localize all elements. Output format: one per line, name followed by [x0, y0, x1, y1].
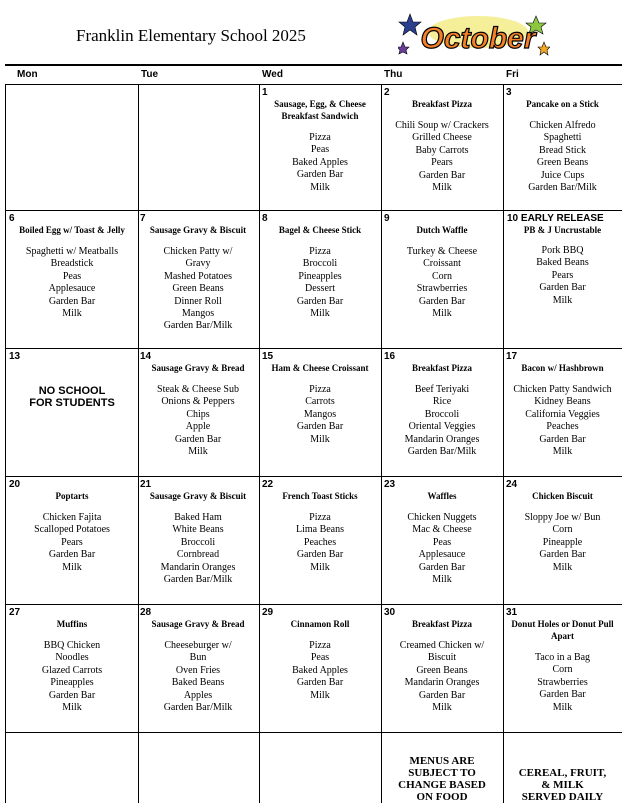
menu-item: Peas	[62, 270, 82, 282]
menu-item: Oven Fries	[175, 664, 221, 676]
menu-item: Corn	[432, 270, 452, 282]
menu-calendar	[5, 84, 622, 803]
breakfast-item: Bacon w/ Hashbrown	[521, 363, 604, 373]
menu-item: Milk	[552, 294, 573, 306]
breakfast-item: PB & J Uncrustable	[523, 225, 602, 235]
menu-item: Garden Bar/Milk	[407, 446, 477, 458]
lunch-items	[259, 246, 381, 320]
date-number: 8	[262, 213, 268, 224]
menu-item: Bread Stick	[539, 144, 586, 156]
menu-item: Pineapples	[50, 677, 94, 689]
menu-item: Kidney Beans	[534, 396, 591, 408]
menu-item: Green Beans	[172, 283, 224, 295]
menu-item: Peaches	[303, 536, 337, 548]
menu-item: Baked Ham	[174, 512, 222, 523]
breakfast-item: Sausage Gravy & Bread	[151, 363, 245, 373]
menu-item: Milk	[432, 308, 452, 320]
date-number: 16	[384, 351, 396, 362]
lunch-items	[137, 640, 259, 714]
menu-change-notice	[381, 755, 503, 803]
lunch-items	[503, 512, 622, 574]
no-school-line: FOR STUDENTS	[29, 397, 115, 409]
october-logo-text: October	[420, 22, 536, 55]
day-header-row	[5, 67, 622, 83]
menu-item: Broccoli	[302, 258, 338, 270]
menu-item: Chicken Nuggets	[407, 512, 477, 523]
menu-item: Corn	[552, 524, 573, 536]
notice-line: SERVED DAILY	[521, 791, 604, 803]
date-number: 6	[9, 213, 15, 224]
menu-item: Noodles	[55, 652, 89, 664]
menu-item: Pizza	[309, 132, 331, 143]
menu-item: Oriental Veggies	[408, 421, 476, 433]
day-cell-fri	[503, 211, 622, 348]
date-number: 7	[140, 213, 146, 224]
menu-item: Spaghetti	[543, 132, 582, 144]
menu-item: Milk	[432, 182, 452, 194]
breakfast-item: Sausage Gravy & Biscuit	[149, 491, 247, 501]
menu-item: Corn	[552, 664, 573, 676]
date-number: 23	[384, 479, 396, 490]
menu-item: Milk	[432, 574, 452, 586]
menu-item: Strawberries	[416, 283, 468, 295]
lunch-items	[137, 384, 259, 458]
date-number: 1	[262, 87, 268, 98]
menu-item: Milk	[432, 702, 452, 714]
menu-item: Milk	[310, 308, 330, 320]
menu-item: Garden Bar	[48, 689, 96, 701]
day-header-wed: Wed	[262, 69, 283, 80]
date-number: 20	[9, 479, 21, 490]
date-number: 9	[384, 213, 390, 224]
date-number: 28	[140, 607, 152, 618]
menu-item: Applesauce	[48, 283, 96, 295]
menu-item: Garden Bar/Milk	[163, 320, 233, 332]
menu-item: Garden Bar	[418, 689, 466, 701]
menu-item: Pork BBQ	[541, 245, 584, 256]
notice-line: MENUS ARE	[409, 755, 475, 767]
menu-item: Baked Beans	[171, 677, 225, 689]
menu-item: Biscuit	[427, 652, 457, 664]
day-header-fri: Fri	[506, 69, 519, 80]
menu-item: California Veggies	[525, 408, 600, 420]
day-header-mon: Mon	[17, 69, 38, 80]
menu-item: Grilled Cheese	[412, 132, 472, 144]
day-cell-thu	[381, 477, 504, 604]
lunch-items	[6, 512, 138, 574]
breakfast-item: Sausage Gravy & Bread	[151, 619, 245, 629]
breakfast-item: Ham & Cheese Croissant	[271, 363, 369, 373]
header-divider	[5, 64, 622, 66]
menu-item: Chicken Alfredo	[529, 120, 596, 131]
lunch-items	[6, 640, 138, 714]
october-logo	[398, 12, 550, 60]
date-number: 15	[262, 351, 274, 362]
notice-line: CHANGE BASED	[398, 779, 486, 791]
week-row	[5, 349, 622, 477]
lunch-items	[381, 384, 503, 458]
menu-item: Garden Bar/Milk	[528, 182, 597, 194]
date-number: 3	[506, 87, 512, 98]
day-cell-tue	[137, 85, 260, 210]
menu-item: Broccoli	[180, 536, 216, 548]
menu-item: Milk	[310, 433, 330, 445]
no-school-notice	[6, 385, 138, 409]
day-cell-wed	[259, 605, 382, 732]
menu-item: Strawberries	[537, 676, 588, 688]
menu-item: Mandarin Oranges	[404, 677, 480, 689]
menu-item: Mangos	[303, 408, 337, 420]
menu-item: Juice Cups	[540, 169, 585, 181]
menu-item: Milk	[310, 561, 330, 573]
menu-item: Scalloped Potatoes	[34, 524, 110, 536]
menu-item: Pears	[551, 269, 574, 281]
date-number: 30	[384, 607, 396, 618]
menu-item: Dinner Roll	[174, 295, 222, 307]
lunch-items	[503, 120, 622, 194]
breakfast-item: Breakfast Pizza	[411, 363, 473, 373]
menu-item: Garden Bar	[418, 169, 466, 181]
menu-item: Taco in a Bag	[534, 652, 591, 663]
menu-item: Pineapple	[542, 536, 583, 548]
menu-item: Milk	[188, 446, 208, 458]
menu-item: Garden Bar/Milk	[163, 574, 233, 586]
lunch-items	[381, 120, 503, 194]
menu-item: Rice	[432, 396, 452, 408]
menu-item: Chips	[186, 408, 210, 420]
date-number: 2	[384, 87, 390, 98]
breakfast-item: Dutch Waffle	[416, 225, 468, 235]
date-number: 17	[506, 351, 518, 362]
menu-item: Baked Apples	[292, 664, 348, 676]
day-cell-thu	[381, 211, 504, 348]
date-number: 14	[140, 351, 152, 362]
menu-item: Garden Bar	[418, 561, 466, 573]
day-cell-wed	[259, 85, 382, 210]
week-row	[5, 605, 622, 733]
menu-item: Garden Bar/Milk	[163, 702, 233, 714]
day-cell-mon	[5, 477, 139, 604]
day-cell-mon	[5, 605, 139, 732]
menu-item: Peaches	[546, 421, 579, 433]
date-number: 21	[140, 479, 152, 490]
menu-item: Creamed Chicken w/	[399, 640, 485, 651]
breakfast-item: Chicken Biscuit	[532, 491, 593, 501]
menu-item: Garden Bar	[418, 295, 466, 307]
menu-item: Pizza	[309, 512, 331, 523]
menu-item: Milk	[310, 689, 330, 701]
menu-item: Garden Bar	[296, 421, 344, 433]
day-cell-thu	[381, 349, 504, 476]
menu-item: Apples	[183, 689, 213, 701]
menu-item: Garden Bar	[48, 295, 96, 307]
lunch-items	[259, 640, 381, 702]
menu-item: Peas	[432, 536, 452, 548]
menu-item: Green Beans	[416, 664, 468, 676]
date-number: 29	[262, 607, 274, 618]
menu-item: Beef Teriyaki	[414, 384, 470, 395]
menu-item: Mac & Cheese	[412, 524, 472, 536]
menu-item: Pizza	[309, 246, 331, 257]
menu-item: Dessert	[305, 283, 335, 295]
menu-item: Carrots	[305, 396, 335, 408]
menu-item: Milk	[62, 702, 82, 714]
lunch-items	[503, 652, 622, 714]
menu-item: Pineapples	[298, 270, 342, 282]
week-row	[5, 85, 622, 211]
lunch-items	[259, 384, 381, 446]
breakfast-item: Sausage Gravy & Biscuit	[149, 225, 247, 235]
menu-item: White Beans	[172, 524, 224, 536]
menu-item: Garden Bar	[539, 433, 586, 445]
menu-item: Broccoli	[424, 408, 460, 420]
menu-item: Garden Bar	[296, 549, 344, 561]
breakfast-item: Breakfast Pizza	[411, 99, 473, 109]
menu-item: Pizza	[309, 384, 331, 395]
menu-item: Garden Bar	[48, 549, 96, 561]
menu-item: Garden Bar	[296, 295, 344, 307]
day-cell-tue	[137, 477, 260, 604]
day-header-tue: Tue	[141, 69, 159, 80]
day-cell-fri	[503, 85, 622, 210]
day-cell-wed	[259, 477, 382, 604]
menu-item: Milk	[552, 446, 573, 458]
menu-item: Chili Soup w/ Crackers	[395, 120, 489, 131]
day-cell-wed	[259, 211, 382, 348]
menu-item: BBQ Chicken	[43, 640, 101, 651]
lunch-items	[137, 512, 259, 586]
day-cell-wed	[259, 349, 382, 476]
notice-line: CEREAL, FRUIT,	[518, 767, 607, 779]
lunch-items	[137, 246, 259, 333]
menu-item: Milk	[62, 561, 82, 573]
menu-item: Garden Bar	[539, 549, 586, 561]
menu-item: Chicken Patty Sandwich	[513, 384, 612, 395]
menu-item: Pears	[61, 536, 83, 548]
menu-item: Pizza	[309, 640, 331, 651]
menu-item: Garden Bar	[174, 433, 222, 445]
breakfast-item: Boiled Egg w/ Toast & Jelly	[19, 225, 125, 235]
day-cell-thu	[381, 605, 504, 732]
day-cell-mon	[5, 85, 139, 210]
lunch-items	[259, 132, 381, 194]
menu-item: Mandarin Oranges	[160, 561, 236, 573]
lunch-items	[259, 512, 381, 574]
menu-item: Chicken Patty w/	[163, 246, 233, 257]
menu-item: Turkey & Cheese	[406, 246, 478, 257]
date-number: 31	[506, 607, 518, 618]
menu-item: Gravy	[185, 258, 211, 270]
notice-line: ON FOOD	[416, 791, 468, 803]
lunch-items	[381, 512, 503, 586]
date-number: 24	[506, 479, 518, 490]
day-cell-mon	[5, 211, 139, 348]
notice-line: SUBJECT TO	[408, 767, 476, 779]
date-number: 22	[262, 479, 274, 490]
week-row	[5, 477, 622, 605]
day-cell-tue	[137, 211, 260, 348]
breakfast-item: Poptarts	[55, 491, 89, 501]
menu-item: Baked Apples	[292, 156, 348, 168]
menu-item: Peas	[310, 144, 330, 156]
menu-item: Chicken Fajita	[42, 512, 102, 523]
lunch-items	[503, 245, 622, 307]
menu-item: Lima Beans	[295, 524, 345, 536]
menu-item: Milk	[62, 308, 82, 320]
breakfast-item: Donut Holes or Donut Pull Apart	[511, 619, 614, 641]
menu-item: Apple	[185, 421, 211, 433]
day-header-thu: Thu	[384, 69, 403, 80]
menu-item: Sloppy Joe w/ Bun	[524, 512, 601, 523]
menu-item: Bun	[189, 652, 207, 664]
breakfast-item: Muffins	[56, 619, 88, 629]
page-title: Franklin Elementary School 2025	[76, 26, 306, 45]
menu-item: Cornbread	[176, 549, 220, 561]
menu-item: Onions & Peppers	[161, 396, 235, 408]
breakfast-item: French Toast Sticks	[282, 491, 358, 501]
breakfast-item: Pancake on a Stick	[526, 99, 599, 109]
menu-item: Garden Bar	[296, 169, 344, 181]
breakfast-item: Breakfast Pizza	[411, 619, 473, 629]
menu-item: Garden Bar	[539, 282, 586, 294]
menu-item: Mashed Potatoes	[163, 270, 233, 282]
day-cell-fri	[503, 605, 622, 732]
lunch-items	[381, 640, 503, 714]
menu-item: Steak & Cheese Sub	[157, 384, 239, 395]
menu-item: Milk	[310, 181, 330, 193]
menu-item: Breadstick	[50, 258, 94, 270]
menu-item: Milk	[552, 561, 573, 573]
date-number: 27	[9, 607, 21, 618]
day-cell-mon	[5, 349, 139, 476]
menu-item: Milk	[552, 701, 573, 713]
menu-item: Mandarin Oranges	[404, 433, 480, 445]
breakfast-item: Bagel & Cheese Stick	[278, 225, 362, 235]
menu-item: Mangos	[181, 308, 215, 320]
menu-item: Peas	[310, 652, 330, 664]
menu-item: Croissant	[423, 258, 461, 270]
date-number: 13	[9, 351, 21, 362]
notice-line: & MILK	[541, 779, 584, 791]
lunch-items	[6, 246, 138, 320]
day-cell-thu	[381, 85, 504, 210]
day-cell-tue	[137, 349, 260, 476]
menu-item: Baby Carrots	[415, 144, 469, 156]
menu-item: Garden Bar	[296, 677, 344, 689]
breakfast-item: Waffles	[427, 491, 457, 501]
no-school-line: NO SCHOOL	[38, 385, 106, 397]
menu-item: Applesauce	[418, 549, 466, 561]
menu-item: Garden Bar	[539, 689, 586, 701]
breakfast-item: Sausage, Egg, & Cheese Breakfast Sandwich	[274, 99, 366, 121]
menu-item: Baked Beans	[536, 257, 589, 269]
menu-item: Glazed Carrots	[41, 664, 103, 676]
early-release-label: 10 EARLY RELEASE	[507, 213, 604, 224]
day-cell-fri	[503, 477, 622, 604]
week-row	[5, 211, 622, 349]
lunch-items	[381, 246, 503, 320]
lunch-items	[503, 384, 622, 458]
breakfast-item: Cinnamon Roll	[290, 619, 350, 629]
menu-item: Cheeseburger w/	[164, 640, 232, 651]
menu-item: Green Beans	[536, 157, 589, 169]
day-cell-tue	[137, 605, 260, 732]
menu-item: Pears	[431, 157, 453, 169]
day-cell-fri	[503, 349, 622, 476]
daily-service-notice	[503, 767, 622, 803]
menu-item: Spaghetti w/ Meatballs	[25, 246, 119, 257]
